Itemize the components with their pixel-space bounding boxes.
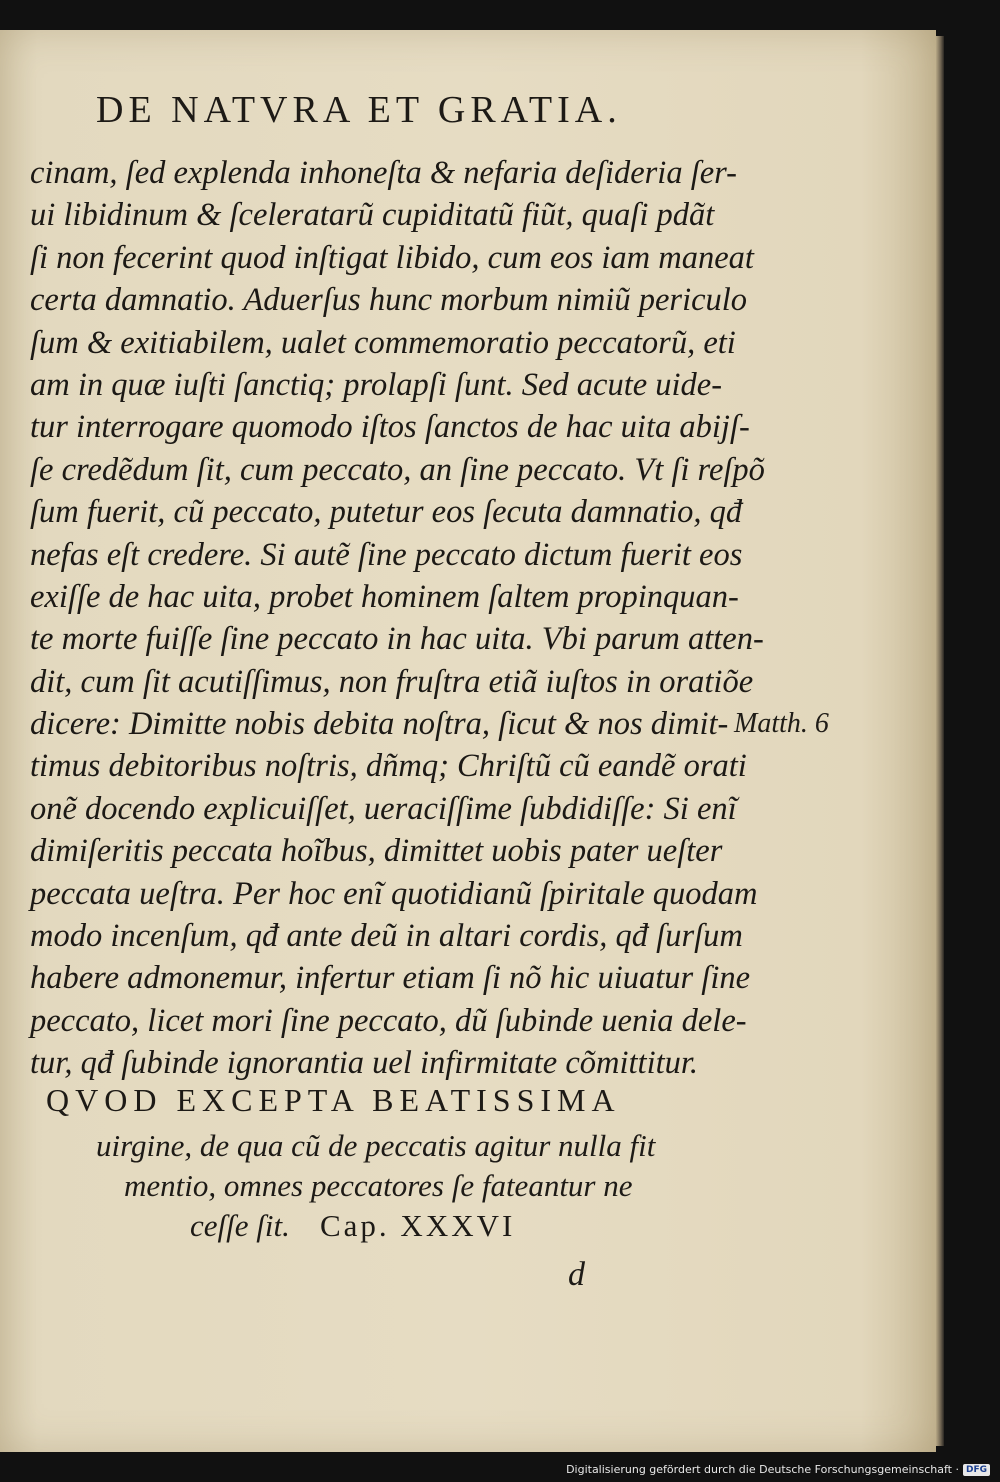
body-line: timus debitoribus noſtris, dñmq; Chriſtũ cũ eandẽ orati — [30, 748, 747, 785]
body-line: habere admonemur, infertur etiam ſi nõ hic uiuatur ſine — [30, 960, 751, 997]
body-line: peccato, licet mori ſine peccato, dũ ſubinde uenia dele- — [30, 1002, 747, 1039]
body-line: am in quæ iuſti ſanctiq; prolapſi ſunt. Sed acute uide- — [30, 366, 723, 403]
body-line: dit, cum ſit acutiſſimus, non fruſtra etiã iuſtos in oratiõe — [30, 663, 754, 700]
body-line: modo incenſum, qđ ante deũ in altari cordis, qđ ſurſum — [30, 918, 743, 955]
body-line: ſi non fecerint quod inſtigat libido, cum eos iam maneat — [30, 239, 754, 276]
chapter-heading-line-3: mentio, omnes peccatores ſe fateantur ne — [124, 1168, 633, 1203]
body-line: peccata ueſtra. Per hoc enĩ quotidianũ ſpiritale quodam — [30, 875, 758, 912]
body-line: onẽ docendo explicuiſſet, ueraciſſime ſubdidiſſe: Si enĩ — [30, 790, 737, 827]
signature-mark: d — [568, 1256, 585, 1293]
body-line: ſum & exitiabilem, ualet commemoratio peccatorũ, eti — [30, 324, 736, 361]
chapter-number: Cap. XXXVI — [320, 1208, 516, 1243]
body-line: cinam, ſed explenda inhoneſta & nefaria deſideria ſer- — [30, 155, 737, 191]
body-line: ſe credẽdum ſit, cum peccato, an ſine peccato. Vt ſi reſpõ — [30, 451, 765, 488]
chapter-heading-line-4: ceſſe ſit. — [190, 1208, 290, 1243]
running-head: DE NATVRA ET GRATIA. — [96, 89, 622, 131]
body-line: nefas eſt credere. Si autẽ ſine peccato dictum fuerit eos — [30, 536, 743, 573]
body-line: te morte fuiſſe ſine peccato in hac uita. Vbi parum atten- — [30, 621, 764, 658]
body-line: dimiſeritis peccata hoĩbus, dimittet uobis pater ueſter — [30, 833, 723, 870]
body-line: ſum fuerit, cũ peccato, putetur eos ſecuta damnatio, qđ — [30, 494, 743, 531]
body-line: dicere: Dimitte nobis debita noſtra, ſicut & nos dimit- — [30, 706, 729, 743]
marginal-note: Matth. 6 — [734, 708, 829, 739]
body-text — [30, 152, 765, 1085]
chapter-heading-line-2: uirgine, de qua cũ de peccatis agitur nulla fit — [96, 1128, 656, 1163]
digitization-credit — [566, 1463, 990, 1476]
dfg-logo: DFG — [963, 1464, 990, 1476]
credit-text: Digitalisierung gefördert durch die Deutsche Forschungsgemeinschaft · — [566, 1463, 959, 1476]
body-line: certa damnatio. Aduerſus hunc morbum nimiũ periculo — [30, 282, 748, 319]
body-line: exiſſe de hac uita, probet hominem ſaltem propinquan- — [30, 578, 739, 615]
chapter-heading-line-1: QVOD EXCEPTA BEATISSIMA — [46, 1082, 621, 1118]
body-line: tur, qđ ſubinde ignorantia uel infirmitate cõmittitur. — [30, 1045, 699, 1082]
body-line: ui libidinum & ſceleratarũ cupiditatũ fiũt, quaſi pdãt — [30, 197, 715, 234]
page-edge — [936, 36, 944, 1446]
body-line: tur interrogare quomodo iſtos ſanctos de hac uita abijſ- — [30, 409, 750, 446]
